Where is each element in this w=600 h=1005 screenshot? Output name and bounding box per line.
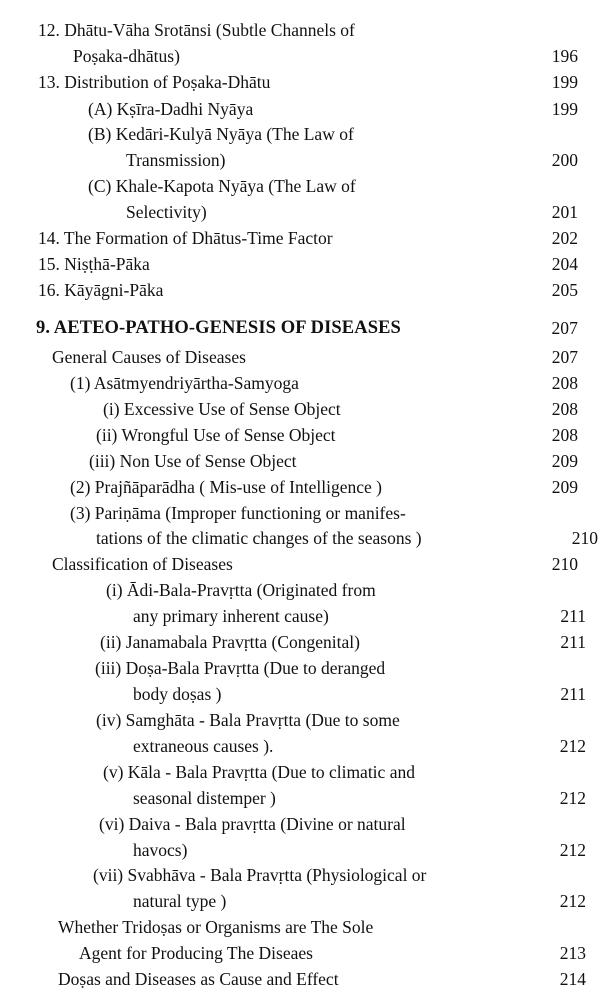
toc-page-number: 201 — [551, 202, 578, 222]
toc-entry-text: 14. The Formation of Dhātus-Time Factor — [38, 228, 333, 248]
toc-entry-text: seasonal distemper ) — [133, 788, 276, 808]
toc-entry-12 — [0, 17, 600, 43]
toc-entry-text: natural type ) — [133, 891, 227, 911]
toc-entry-text: havocs) — [133, 840, 188, 860]
toc-entry-13c — [0, 173, 600, 199]
toc-entry-text: 13. Distribution of Poṣaka-Dhātu — [38, 72, 271, 92]
toc-entry-text: (iv) Samghāta - Bala Pravṛtta (Due to some — [96, 710, 400, 730]
toc-entry-class-iv — [0, 707, 600, 733]
toc-entry-text: (B) Kedāri-Kulyā Nyāya (The Law of — [88, 124, 354, 144]
toc-page-number: 212 — [559, 736, 586, 756]
toc-page-number: 200 — [551, 150, 578, 170]
toc-entry-text: Poṣaka-dhātus) — [73, 46, 180, 66]
toc-page-number: 208 — [551, 425, 578, 445]
toc-entry-16 — [0, 277, 600, 303]
toc-page-number: 212 — [559, 788, 586, 808]
toc-page-number: 212 — [559, 840, 586, 860]
toc-entry-class-iii-cont — [0, 681, 600, 707]
toc-entry-text: (iii) Doṣa-Bala Pravṛtta (Due to deranged — [95, 658, 386, 678]
toc-entry-class-vii — [0, 862, 600, 888]
toc-entry-text: (vii) Svabhāva - Bala Pravṛtta (Physiological or — [93, 865, 427, 885]
toc-page-number: 214 — [559, 969, 586, 989]
toc-entry-text: (C) Khale-Kapota Nyāya (The Law of — [88, 176, 356, 196]
toc-entry-12-cont — [0, 43, 600, 69]
toc-entry-cause-3-cont — [0, 525, 600, 551]
toc-entry-cause-1-i — [0, 396, 600, 422]
toc-entry-text: any primary inherent cause) — [133, 606, 329, 626]
toc-entry-text: (iii) Non Use of Sense Object — [89, 451, 297, 471]
toc-entry-cause-1-ii — [0, 422, 600, 448]
toc-entry-class-i — [0, 577, 600, 603]
toc-entry-13c-cont — [0, 199, 600, 225]
toc-entry-text: (ii) Wrongful Use of Sense Object — [96, 425, 336, 445]
toc-page-number: 199 — [551, 72, 578, 92]
toc-entry-class-vii-cont — [0, 888, 600, 914]
toc-entry-text: 12. Dhātu-Vāha Srotānsi (Subtle Channels of — [38, 20, 355, 40]
toc-entry-text: body doṣas ) — [133, 684, 222, 704]
toc-entry-text: Transmission) — [126, 150, 226, 170]
toc-page-number: 213 — [559, 943, 586, 963]
toc-entry-13a — [0, 96, 600, 122]
toc-entry-13b — [0, 121, 600, 147]
toc-entry-dosas-cause-effect — [0, 966, 600, 992]
toc-entry-15 — [0, 251, 600, 277]
toc-page-number: 211 — [560, 606, 586, 626]
toc-entry-text: (i) Excessive Use of Sense Object — [103, 399, 341, 419]
toc-entry-text: (3) Pariṇāma (Improper functioning or manifes- — [70, 503, 406, 523]
toc-page-number: 202 — [551, 228, 578, 248]
toc-entry-text: 15. Niṣṭhā-Pāka — [38, 254, 150, 274]
chapter-title: 9. AETEO-PATHO-GENESIS OF DISEASES — [36, 318, 401, 338]
toc-entry-text: tations of the climatic changes of the seasons ) — [96, 528, 422, 548]
toc-entry-cause-1 — [0, 370, 600, 396]
toc-page-number: 212 — [559, 891, 586, 911]
toc-entry-text: (vi) Daiva - Bala pravṛtta (Divine or natural — [99, 814, 406, 834]
toc-entry-text: Whether Tridoṣas or Organisms are The Sole — [58, 917, 374, 937]
toc-entry-class-v — [0, 759, 600, 785]
toc-page-number: 199 — [551, 99, 578, 119]
toc-page-number: 209 — [551, 451, 578, 471]
toc-entry-cause-2 — [0, 474, 600, 500]
toc-page-number: 204 — [551, 254, 578, 274]
toc-entry-text: (A) Kṣīra-Dadhi Nyāya — [88, 99, 254, 119]
toc-page-number: 207 — [551, 347, 578, 367]
toc-entry-text: (1) Asātmyendriyārtha-Samyoga — [70, 373, 299, 393]
toc-entry-text: Classification of Diseases — [52, 554, 233, 574]
toc-page-number: 210 — [571, 528, 598, 548]
toc-entry-14 — [0, 225, 600, 251]
toc-page-number: 205 — [551, 280, 578, 300]
toc-page-number: 209 — [551, 477, 578, 497]
toc-entry-text: Selectivity) — [126, 202, 207, 222]
toc-entry-text: (ii) Janamabala Pravṛtta (Congenital) — [100, 632, 360, 652]
toc-entry-text: (i) Ādi-Bala-Pravṛtta (Originated from — [106, 580, 376, 600]
toc-entry-class-iv-cont — [0, 733, 600, 759]
toc-entry-text: General Causes of Diseases — [52, 347, 246, 367]
toc-entry-13b-cont — [0, 147, 600, 173]
toc-page-number: 207 — [551, 318, 578, 338]
toc-entry-class-i-cont — [0, 603, 600, 629]
toc-entry-tridosas — [0, 914, 600, 940]
toc-entry-cause-3 — [0, 500, 600, 526]
toc-entry-text: (2) Prajñāparādha ( Mis-use of Intelligence ) — [70, 477, 382, 497]
toc-entry-13 — [0, 69, 600, 95]
toc-page-number: 208 — [551, 399, 578, 419]
toc-entry-text: Doṣas and Diseases as Cause and Effect — [58, 969, 339, 989]
chapter-9-heading — [0, 315, 600, 341]
toc-entry-text: 16. Kāyāgni-Pāka — [38, 280, 164, 300]
toc-page-number: 211 — [560, 632, 586, 652]
toc-entry-cause-1-iii — [0, 448, 600, 474]
toc-page-number: 208 — [551, 373, 578, 393]
toc-entry-class-ii — [0, 629, 600, 655]
toc-entry-class-iii — [0, 655, 600, 681]
toc-entry-tridosas-cont — [0, 940, 600, 966]
toc-page-number: 196 — [551, 46, 578, 66]
toc-entry-class-vi-cont — [0, 837, 600, 863]
toc-entry-text: (v) Kāla - Bala Pravṛtta (Due to climatic and — [103, 762, 415, 782]
toc-page-number: 210 — [551, 554, 578, 574]
toc-entry-general-causes — [0, 344, 600, 370]
toc-entry-text: extraneous causes ). — [133, 736, 274, 756]
toc-entry-class-v-cont — [0, 785, 600, 811]
toc-page-number: 211 — [560, 684, 586, 704]
toc-entry-class-vi — [0, 811, 600, 837]
toc-entry-text: Agent for Producing The Diseaes — [79, 943, 313, 963]
toc-entry-classification — [0, 551, 600, 577]
